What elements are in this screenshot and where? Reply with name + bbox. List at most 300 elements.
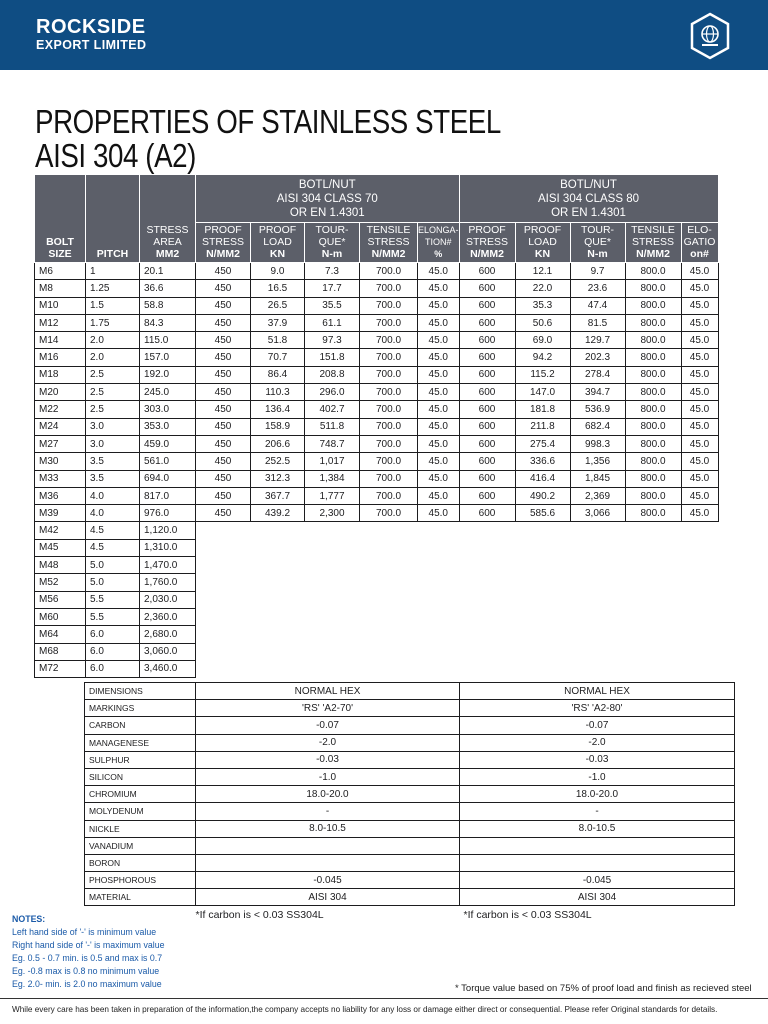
empty-cell <box>570 574 625 591</box>
table-row <box>35 574 719 591</box>
table-cell: 37.9 <box>251 314 305 331</box>
table-cell: 800.0 <box>625 418 681 435</box>
table-cell: 51.8 <box>251 332 305 349</box>
table-row <box>35 557 719 574</box>
table-cell: 450 <box>196 297 251 314</box>
table-cell: 84.3 <box>140 314 196 331</box>
table-cell: 700.0 <box>360 401 418 418</box>
table-cell: 1.5 <box>86 297 140 314</box>
empty-cell <box>515 522 570 539</box>
empty-cell <box>459 660 515 677</box>
header-c80-col-0: PROOF STRESS N/MM2 <box>459 223 515 263</box>
empty-cell <box>251 608 305 625</box>
chem-value: -1.0 <box>460 768 735 785</box>
chem-value <box>460 837 735 854</box>
empty-cell <box>196 522 251 539</box>
table-cell: 600 <box>459 505 515 522</box>
bolt-size-cell: M48 <box>35 557 86 574</box>
table-cell: 700.0 <box>360 349 418 366</box>
empty-cell <box>459 643 515 660</box>
table-cell: 600 <box>459 280 515 297</box>
empty-cell <box>418 591 460 608</box>
note-line: Left hand side of '-' is minimum value <box>12 927 157 937</box>
table-cell: 600 <box>459 263 515 280</box>
table-cell: 45.0 <box>681 453 718 470</box>
table-cell: 45.0 <box>418 332 460 349</box>
footer-divider <box>0 998 768 999</box>
empty-cell <box>570 608 625 625</box>
chem-value: NORMAL HEX <box>196 683 460 700</box>
table-cell: 2.5 <box>86 384 140 401</box>
chem-property-label: SILICON <box>85 768 196 785</box>
table-cell: 45.0 <box>418 487 460 504</box>
empty-cell <box>681 608 718 625</box>
chem-row <box>85 820 735 837</box>
carbon-note-class80: *If carbon is < 0.03 SS304L <box>463 908 592 921</box>
empty-cell <box>360 522 418 539</box>
chem-value: 18.0-20.0 <box>196 786 460 803</box>
bolt-size-cell: M22 <box>35 401 86 418</box>
chem-property-label: CHROMIUM <box>85 786 196 803</box>
table-row <box>35 608 719 625</box>
table-cell: 6.0 <box>86 626 140 643</box>
empty-cell <box>625 591 681 608</box>
table-cell: 45.0 <box>681 349 718 366</box>
empty-cell <box>515 539 570 556</box>
chem-value: -1.0 <box>196 768 460 785</box>
table-cell: 394.7 <box>570 384 625 401</box>
table-cell: 600 <box>459 332 515 349</box>
chem-value: -2.0 <box>196 734 460 751</box>
chem-row <box>85 734 735 751</box>
chem-row <box>85 889 735 906</box>
table-cell: 45.0 <box>681 332 718 349</box>
table-cell: 4.5 <box>86 539 140 556</box>
empty-cell <box>625 539 681 556</box>
table-cell: 70.7 <box>251 349 305 366</box>
chem-property-label: NICKLE <box>85 820 196 837</box>
page-title-line2: AISI 304 (A2) <box>35 137 196 174</box>
table-cell: 45.0 <box>418 384 460 401</box>
table-cell: 600 <box>459 297 515 314</box>
table-cell: 45.0 <box>418 401 460 418</box>
header-c70-col-4: ELONGA- TION# % <box>418 223 460 263</box>
table-cell: 23.6 <box>570 280 625 297</box>
chem-property-label: MATERIAL <box>85 889 196 906</box>
bolt-size-cell: M10 <box>35 297 86 314</box>
bolt-size-cell: M52 <box>35 574 86 591</box>
table-row <box>35 332 719 349</box>
table-cell: 86.4 <box>251 366 305 383</box>
empty-cell <box>570 522 625 539</box>
empty-cell <box>251 591 305 608</box>
carbon-note-class70: *If carbon is < 0.03 SS304L <box>195 908 324 921</box>
note-line: Eg. 0.5 - 0.7 min. is 0.5 and max is 0.7 <box>12 953 163 963</box>
empty-cell <box>515 591 570 608</box>
table-cell: 976.0 <box>140 505 196 522</box>
empty-cell <box>360 626 418 643</box>
table-cell: 700.0 <box>360 487 418 504</box>
group-header-class70: BOTL/NUT AISI 304 CLASS 70 OR EN 1.4301 <box>196 175 460 223</box>
table-cell: 115.2 <box>515 366 570 383</box>
table-cell: 1,310.0 <box>140 539 196 556</box>
table-cell: 817.0 <box>140 487 196 504</box>
table-cell: 94.2 <box>515 349 570 366</box>
table-row <box>35 314 719 331</box>
note-line: Right hand side of '-' is maximum value <box>12 940 165 950</box>
empty-cell <box>681 626 718 643</box>
table-cell: 206.6 <box>251 435 305 452</box>
table-cell: 450 <box>196 470 251 487</box>
chem-row <box>85 872 735 889</box>
table-cell: 1.25 <box>86 280 140 297</box>
table-cell: 800.0 <box>625 349 681 366</box>
notes-heading: NOTES: <box>12 914 46 924</box>
table-cell: 45.0 <box>418 453 460 470</box>
table-row <box>35 280 719 297</box>
table-row <box>35 522 719 539</box>
table-cell: 3,460.0 <box>140 660 196 677</box>
empty-cell <box>305 591 360 608</box>
table-cell: 4.0 <box>86 487 140 504</box>
table-cell: 45.0 <box>681 297 718 314</box>
empty-cell <box>625 574 681 591</box>
empty-cell <box>360 591 418 608</box>
bolt-size-cell: M16 <box>35 349 86 366</box>
table-cell: 45.0 <box>418 314 460 331</box>
table-cell: 450 <box>196 505 251 522</box>
chem-row <box>85 803 735 820</box>
table-cell: 20.1 <box>140 263 196 280</box>
chem-value: -0.07 <box>460 717 735 734</box>
table-cell: 600 <box>459 453 515 470</box>
table-cell: 600 <box>459 349 515 366</box>
empty-cell <box>418 557 460 574</box>
empty-cell <box>251 557 305 574</box>
table-cell: 278.4 <box>570 366 625 383</box>
bolt-size-cell: M20 <box>35 384 86 401</box>
table-cell: 26.5 <box>251 297 305 314</box>
bolt-size-cell: M6 <box>35 263 86 280</box>
table-cell: 1,845 <box>570 470 625 487</box>
empty-cell <box>305 539 360 556</box>
table-cell: 69.0 <box>515 332 570 349</box>
table-cell: 9.7 <box>570 263 625 280</box>
chem-value: NORMAL HEX <box>460 683 735 700</box>
header-stress-area: STRESS AREA MM2 <box>140 175 196 263</box>
table-cell: 16.5 <box>251 280 305 297</box>
empty-cell <box>305 557 360 574</box>
table-cell: 600 <box>459 401 515 418</box>
empty-cell <box>305 643 360 660</box>
table-cell: 450 <box>196 435 251 452</box>
table-cell: 2.0 <box>86 349 140 366</box>
table-cell: 450 <box>196 418 251 435</box>
empty-cell <box>459 626 515 643</box>
table-cell: 9.0 <box>251 263 305 280</box>
table-cell: 303.0 <box>140 401 196 418</box>
empty-cell <box>459 522 515 539</box>
table-cell: 700.0 <box>360 470 418 487</box>
table-cell: 700.0 <box>360 332 418 349</box>
empty-cell <box>418 608 460 625</box>
table-cell: 600 <box>459 470 515 487</box>
table-cell: 45.0 <box>681 263 718 280</box>
table-cell: 4.0 <box>86 505 140 522</box>
table-cell: 5.0 <box>86 557 140 574</box>
empty-cell <box>459 539 515 556</box>
table-cell: 275.4 <box>515 435 570 452</box>
table-cell: 4.5 <box>86 522 140 539</box>
empty-cell <box>196 660 251 677</box>
table-cell: 561.0 <box>140 453 196 470</box>
table-row <box>35 366 719 383</box>
table-cell: 402.7 <box>305 401 360 418</box>
empty-cell <box>360 660 418 677</box>
table-cell: 3.0 <box>86 418 140 435</box>
table-cell: 748.7 <box>305 435 360 452</box>
bolt-size-cell: M14 <box>35 332 86 349</box>
table-cell: 2.0 <box>86 332 140 349</box>
header-c70-col-3: TENSILE STRESS N/MM2 <box>360 223 418 263</box>
table-cell: 157.0 <box>140 349 196 366</box>
chem-property-label: SULPHUR <box>85 751 196 768</box>
chem-value: 8.0-10.5 <box>196 820 460 837</box>
table-cell: 700.0 <box>360 280 418 297</box>
table-cell: 81.5 <box>570 314 625 331</box>
empty-cell <box>196 557 251 574</box>
chem-value: 'RS' 'A2-70' <box>196 700 460 717</box>
table-cell: 136.4 <box>251 401 305 418</box>
table-cell: 1.75 <box>86 314 140 331</box>
bolt-size-cell: M30 <box>35 453 86 470</box>
chem-property-label: VANADIUM <box>85 837 196 854</box>
empty-cell <box>251 626 305 643</box>
chem-property-label: BORON <box>85 854 196 871</box>
bolt-size-cell: M33 <box>35 470 86 487</box>
empty-cell <box>459 591 515 608</box>
empty-cell <box>515 557 570 574</box>
empty-cell <box>196 574 251 591</box>
table-cell: 1,120.0 <box>140 522 196 539</box>
table-cell: 800.0 <box>625 453 681 470</box>
table-cell: 45.0 <box>418 470 460 487</box>
table-cell: 700.0 <box>360 314 418 331</box>
table-cell: 800.0 <box>625 314 681 331</box>
table-cell: 6.0 <box>86 643 140 660</box>
table-cell: 694.0 <box>140 470 196 487</box>
chem-value: -0.03 <box>460 751 735 768</box>
table-cell: 800.0 <box>625 332 681 349</box>
chem-value: 'RS' 'A2-80' <box>460 700 735 717</box>
bolt-size-cell: M18 <box>35 366 86 383</box>
chem-value: -2.0 <box>460 734 735 751</box>
header-bolt-size: BOLT SIZE <box>35 175 86 263</box>
table-cell: 45.0 <box>681 401 718 418</box>
empty-cell <box>418 626 460 643</box>
table-cell: 97.3 <box>305 332 360 349</box>
empty-cell <box>570 626 625 643</box>
table-cell: 45.0 <box>418 505 460 522</box>
bolt-size-cell: M24 <box>35 418 86 435</box>
header-c80-col-1: PROOF LOAD KN <box>515 223 570 263</box>
table-cell: 5.5 <box>86 591 140 608</box>
table-cell: 600 <box>459 366 515 383</box>
chem-row <box>85 751 735 768</box>
empty-cell <box>251 574 305 591</box>
empty-cell <box>305 522 360 539</box>
table-row <box>35 626 719 643</box>
table-cell: 450 <box>196 349 251 366</box>
empty-cell <box>459 608 515 625</box>
empty-cell <box>570 591 625 608</box>
header-c70-col-1: PROOF LOAD KN <box>251 223 305 263</box>
torque-note: * Torque value based on 75% of proof load and finish as recieved steel <box>455 983 752 994</box>
table-cell: 45.0 <box>681 280 718 297</box>
table-cell: 450 <box>196 280 251 297</box>
table-cell: 600 <box>459 435 515 452</box>
table-row <box>35 643 719 660</box>
empty-cell <box>570 557 625 574</box>
table-cell: 700.0 <box>360 453 418 470</box>
chem-row <box>85 683 735 700</box>
chem-property-label: DIMENSIONS <box>85 683 196 700</box>
company-name: ROCKSIDE <box>36 16 146 38</box>
empty-cell <box>251 643 305 660</box>
bolt-size-cell: M39 <box>35 505 86 522</box>
table-cell: 800.0 <box>625 263 681 280</box>
table-cell: 1,777 <box>305 487 360 504</box>
chem-value <box>196 854 460 871</box>
empty-cell <box>196 539 251 556</box>
header-c70-col-0: PROOF STRESS N/MM2 <box>196 223 251 263</box>
table-cell: 800.0 <box>625 435 681 452</box>
bolt-size-cell: M27 <box>35 435 86 452</box>
chem-property-label: CARBON <box>85 717 196 734</box>
empty-cell <box>515 660 570 677</box>
table-cell: 800.0 <box>625 401 681 418</box>
chem-property-label: PHOSPHOROUS <box>85 872 196 889</box>
table-cell: 450 <box>196 401 251 418</box>
chem-value: -0.07 <box>196 717 460 734</box>
table-cell: 147.0 <box>515 384 570 401</box>
table-cell: 700.0 <box>360 384 418 401</box>
table-cell: 45.0 <box>418 435 460 452</box>
table-cell: 151.8 <box>305 349 360 366</box>
table-cell: 353.0 <box>140 418 196 435</box>
table-cell: 1,356 <box>570 453 625 470</box>
empty-cell <box>459 557 515 574</box>
table-cell: 800.0 <box>625 297 681 314</box>
table-cell: 35.5 <box>305 297 360 314</box>
table-cell: 3.0 <box>86 435 140 452</box>
table-cell: 6.0 <box>86 660 140 677</box>
table-cell: 536.9 <box>570 401 625 418</box>
table-row <box>35 591 719 608</box>
table-cell: 800.0 <box>625 366 681 383</box>
table-cell: 450 <box>196 332 251 349</box>
table-cell: 450 <box>196 487 251 504</box>
table-cell: 2,360.0 <box>140 608 196 625</box>
chem-value <box>460 854 735 871</box>
chem-property-label: MOLYDENUM <box>85 803 196 820</box>
empty-cell <box>305 608 360 625</box>
empty-cell <box>459 574 515 591</box>
table-row <box>35 453 719 470</box>
table-cell: 252.5 <box>251 453 305 470</box>
table-cell: 45.0 <box>418 418 460 435</box>
empty-cell <box>418 643 460 660</box>
table-cell: 700.0 <box>360 435 418 452</box>
bolt-size-cell: M45 <box>35 539 86 556</box>
bolt-size-cell: M56 <box>35 591 86 608</box>
table-cell: 3,066 <box>570 505 625 522</box>
empty-cell <box>681 643 718 660</box>
disclaimer: While every care has been taken in preparation of the information,the company accepts no liability for any loss or damage either direct or consequential. Please refer Original standards for details. <box>12 1005 718 1014</box>
table-cell: 1,760.0 <box>140 574 196 591</box>
chem-value: AISI 304 <box>196 889 460 906</box>
group-header-class80: BOTL/NUT AISI 304 CLASS 80 OR EN 1.4301 <box>459 175 718 223</box>
table-cell: 2.5 <box>86 366 140 383</box>
table-cell: 45.0 <box>418 263 460 280</box>
notes-block <box>12 913 164 991</box>
table-row <box>35 401 719 418</box>
empty-cell <box>681 539 718 556</box>
empty-cell <box>625 660 681 677</box>
table-cell: 5.0 <box>86 574 140 591</box>
table-cell: 208.8 <box>305 366 360 383</box>
bolt-size-cell: M36 <box>35 487 86 504</box>
table-cell: 211.8 <box>515 418 570 435</box>
empty-cell <box>625 557 681 574</box>
table-cell: 1 <box>86 263 140 280</box>
chem-property-label: MANAGENESE <box>85 734 196 751</box>
chem-property-label: MARKINGS <box>85 700 196 717</box>
note-line: Eg. -0.8 max is 0.8 no minimum value <box>12 966 160 976</box>
page-title-line1: PROPERTIES OF STAINLESS STEEL <box>35 103 501 140</box>
chem-row <box>85 837 735 854</box>
bolt-size-cell: M8 <box>35 280 86 297</box>
table-cell: 61.1 <box>305 314 360 331</box>
empty-cell <box>681 591 718 608</box>
table-cell: 45.0 <box>681 435 718 452</box>
chemical-composition-table <box>84 682 735 923</box>
table-cell: 192.0 <box>140 366 196 383</box>
table-cell: 12.1 <box>515 263 570 280</box>
empty-cell <box>305 660 360 677</box>
table-cell: 45.0 <box>681 470 718 487</box>
chem-value: - <box>460 803 735 820</box>
header-c80-col-2: TOUR- QUE* N-m <box>570 223 625 263</box>
empty-cell <box>570 539 625 556</box>
table-cell: 45.0 <box>418 297 460 314</box>
table-cell: 45.0 <box>681 366 718 383</box>
table-row <box>35 263 719 280</box>
table-cell: 312.3 <box>251 470 305 487</box>
chem-row <box>85 717 735 734</box>
table-cell: 115.0 <box>140 332 196 349</box>
table-cell: 2,369 <box>570 487 625 504</box>
table-cell: 600 <box>459 487 515 504</box>
header-c80-col-4: ELO- GATIO on# <box>681 223 718 263</box>
table-cell: 1,017 <box>305 453 360 470</box>
table-cell: 700.0 <box>360 505 418 522</box>
chem-value: AISI 304 <box>460 889 735 906</box>
empty-cell <box>570 660 625 677</box>
header-bar <box>0 0 768 70</box>
table-cell: 296.0 <box>305 384 360 401</box>
table-cell: 45.0 <box>681 314 718 331</box>
